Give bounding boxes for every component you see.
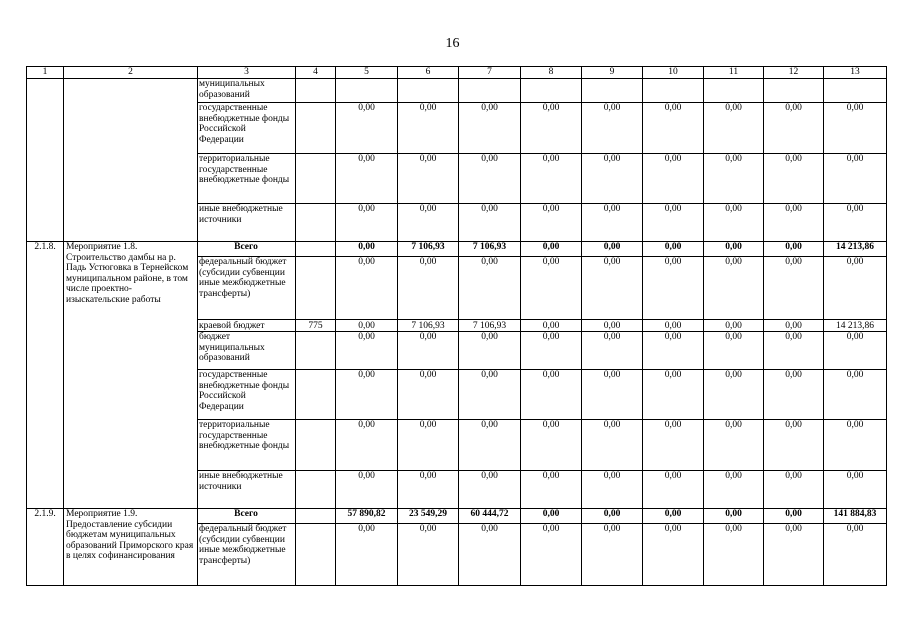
amount-cell: 0,00 <box>521 471 582 509</box>
amount-cell: 0,00 <box>582 420 643 471</box>
amount-cell: 0,00 <box>521 242 582 257</box>
column-header: 1 <box>27 67 64 79</box>
kbk-code <box>296 524 336 586</box>
amount-cell: 0,00 <box>704 154 764 204</box>
amount-cell: 0,00 <box>704 257 764 320</box>
amount-cell: 0,00 <box>459 257 521 320</box>
amount-cell: 0,00 <box>704 103 764 154</box>
amount-cell: 0,00 <box>582 471 643 509</box>
amount-cell: 0,00 <box>704 320 764 332</box>
amount-cell: 0,00 <box>824 154 887 204</box>
amount-cell: 0,00 <box>336 154 398 204</box>
column-header: 6 <box>398 67 459 79</box>
amount-cell: 0,00 <box>336 320 398 332</box>
amount-cell: 0,00 <box>398 332 459 370</box>
amount-cell: 0,00 <box>398 154 459 204</box>
funding-source: государственные внебюджетные фонды Российской Федерации <box>198 370 296 420</box>
amount-cell: 0,00 <box>764 242 824 257</box>
amount-cell: 0,00 <box>704 332 764 370</box>
amount-cell: 0,00 <box>643 471 704 509</box>
amount-cell: 0,00 <box>521 509 582 524</box>
funding-source: государственные внебюджетные фонды Российской Федерации <box>198 103 296 154</box>
amount-cell: 0,00 <box>521 103 582 154</box>
amount-cell: 0,00 <box>582 370 643 420</box>
amount-cell: 0,00 <box>704 471 764 509</box>
amount-cell: 0,00 <box>764 154 824 204</box>
amount-cell: 0,00 <box>398 204 459 242</box>
funding-source: Всего <box>198 509 296 524</box>
kbk-code <box>296 332 336 370</box>
amount-cell <box>582 79 643 103</box>
amount-cell: 0,00 <box>824 257 887 320</box>
amount-cell: 0,00 <box>459 103 521 154</box>
amount-cell: 7 106,93 <box>398 242 459 257</box>
amount-cell: 0,00 <box>582 257 643 320</box>
funding-source: территориальные государственные внебюджетные фонды <box>198 154 296 204</box>
amount-cell: 0,00 <box>764 524 824 586</box>
kbk-code <box>296 242 336 257</box>
amount-cell: 0,00 <box>521 524 582 586</box>
amount-cell: 0,00 <box>336 370 398 420</box>
amount-cell <box>521 79 582 103</box>
column-header: 12 <box>764 67 824 79</box>
column-header: 7 <box>459 67 521 79</box>
amount-cell <box>643 79 704 103</box>
kbk-code <box>296 204 336 242</box>
kbk-code <box>296 103 336 154</box>
amount-cell: 0,00 <box>582 524 643 586</box>
measure-code <box>27 79 64 242</box>
amount-cell: 0,00 <box>336 524 398 586</box>
amount-cell: 0,00 <box>582 103 643 154</box>
kbk-code <box>296 420 336 471</box>
amount-cell: 0,00 <box>336 103 398 154</box>
column-header: 9 <box>582 67 643 79</box>
amount-cell: 0,00 <box>643 420 704 471</box>
kbk-code <box>296 370 336 420</box>
kbk-code <box>296 509 336 524</box>
amount-cell: 0,00 <box>764 204 824 242</box>
amount-cell: 0,00 <box>336 332 398 370</box>
budget-table <box>26 66 887 586</box>
column-header: 13 <box>824 67 887 79</box>
amount-cell: 0,00 <box>704 509 764 524</box>
amount-cell <box>398 79 459 103</box>
amount-cell: 0,00 <box>764 370 824 420</box>
amount-cell: 0,00 <box>643 509 704 524</box>
amount-cell: 0,00 <box>643 154 704 204</box>
column-header: 11 <box>704 67 764 79</box>
table-header <box>27 67 887 79</box>
amount-cell: 0,00 <box>824 524 887 586</box>
amount-cell: 0,00 <box>521 320 582 332</box>
amount-cell: 0,00 <box>459 370 521 420</box>
amount-cell: 0,00 <box>764 320 824 332</box>
amount-cell: 0,00 <box>643 320 704 332</box>
amount-cell: 0,00 <box>521 332 582 370</box>
amount-cell: 0,00 <box>824 420 887 471</box>
amount-cell: 0,00 <box>582 154 643 204</box>
amount-cell: 0,00 <box>824 204 887 242</box>
amount-cell: 0,00 <box>643 524 704 586</box>
amount-cell <box>459 79 521 103</box>
amount-cell: 0,00 <box>336 420 398 471</box>
amount-cell: 0,00 <box>704 420 764 471</box>
amount-cell: 0,00 <box>521 420 582 471</box>
amount-cell: 7 106,93 <box>398 320 459 332</box>
amount-cell <box>824 79 887 103</box>
amount-cell: 0,00 <box>643 242 704 257</box>
measure-code: 2.1.9. <box>27 509 64 586</box>
amount-cell <box>704 79 764 103</box>
amount-cell: 0,00 <box>704 242 764 257</box>
amount-cell: 0,00 <box>582 509 643 524</box>
amount-cell: 0,00 <box>521 154 582 204</box>
amount-cell: 0,00 <box>398 420 459 471</box>
amount-cell: 60 444,72 <box>459 509 521 524</box>
table-body <box>27 79 887 586</box>
amount-cell: 0,00 <box>336 257 398 320</box>
amount-cell: 14 213,86 <box>824 242 887 257</box>
kbk-code <box>296 257 336 320</box>
amount-cell: 0,00 <box>336 471 398 509</box>
amount-cell: 7 106,93 <box>459 320 521 332</box>
amount-cell: 0,00 <box>582 242 643 257</box>
funding-source: федеральный бюджет (субсидии субвенции иные межбюджетные трансферты) <box>198 257 296 320</box>
amount-cell: 23 549,29 <box>398 509 459 524</box>
funding-source: территориальные государственные внебюджетные фонды <box>198 420 296 471</box>
funding-source: краевой бюджет <box>198 320 296 332</box>
measure-code: 2.1.8. <box>27 242 64 509</box>
kbk-code <box>296 471 336 509</box>
amount-cell: 0,00 <box>824 471 887 509</box>
amount-cell: 0,00 <box>336 204 398 242</box>
amount-cell: 0,00 <box>582 332 643 370</box>
amount-cell: 0,00 <box>459 154 521 204</box>
amount-cell: 0,00 <box>398 257 459 320</box>
table-row <box>27 79 887 103</box>
amount-cell <box>764 79 824 103</box>
page-number: 16 <box>445 36 460 51</box>
amount-cell: 0,00 <box>704 204 764 242</box>
amount-cell: 0,00 <box>643 257 704 320</box>
amount-cell: 0,00 <box>459 420 521 471</box>
amount-cell: 141 884,83 <box>824 509 887 524</box>
amount-cell: 0,00 <box>398 370 459 420</box>
amount-cell: 7 106,93 <box>459 242 521 257</box>
amount-cell: 0,00 <box>398 103 459 154</box>
amount-cell: 0,00 <box>582 204 643 242</box>
column-header: 4 <box>296 67 336 79</box>
amount-cell: 0,00 <box>764 257 824 320</box>
funding-source: бюджет муниципальных образований <box>198 332 296 370</box>
amount-cell: 0,00 <box>824 332 887 370</box>
amount-cell: 0,00 <box>764 332 824 370</box>
column-header: 5 <box>336 67 398 79</box>
table-row <box>27 242 887 257</box>
funding-source: федеральный бюджет (субсидии субвенции иные межбюджетные трансферты) <box>198 524 296 586</box>
amount-cell: 0,00 <box>643 103 704 154</box>
amount-cell: 0,00 <box>398 471 459 509</box>
amount-cell: 0,00 <box>764 420 824 471</box>
funding-source: Всего <box>198 242 296 257</box>
column-header: 3 <box>198 67 296 79</box>
funding-source: муниципальных образований <box>198 79 296 103</box>
column-header: 8 <box>521 67 582 79</box>
amount-cell: 0,00 <box>764 509 824 524</box>
amount-cell: 0,00 <box>824 103 887 154</box>
column-header: 2 <box>64 67 198 79</box>
amount-cell: 0,00 <box>459 524 521 586</box>
amount-cell: 0,00 <box>643 370 704 420</box>
amount-cell: 0,00 <box>521 257 582 320</box>
amount-cell: 14 213,86 <box>824 320 887 332</box>
table-row <box>27 509 887 524</box>
amount-cell: 0,00 <box>643 204 704 242</box>
kbk-code: 775 <box>296 320 336 332</box>
measure-name: Мероприятие 1.9. Предоставление субсидии бюджетам муниципальных образований Приморского края в целях софинансирования <box>64 509 198 586</box>
amount-cell: 0,00 <box>336 242 398 257</box>
amount-cell: 0,00 <box>704 524 764 586</box>
amount-cell: 0,00 <box>824 370 887 420</box>
measure-name <box>64 79 198 242</box>
amount-cell: 0,00 <box>764 103 824 154</box>
amount-cell: 0,00 <box>643 332 704 370</box>
amount-cell: 0,00 <box>704 370 764 420</box>
amount-cell: 0,00 <box>459 471 521 509</box>
amount-cell: 0,00 <box>521 370 582 420</box>
column-header: 10 <box>643 67 704 79</box>
amount-cell <box>336 79 398 103</box>
amount-cell: 0,00 <box>582 320 643 332</box>
amount-cell: 0,00 <box>459 332 521 370</box>
amount-cell: 0,00 <box>764 471 824 509</box>
measure-name: Мероприятие 1.8. Строительство дамбы на р. Падь Устюговка в Тернейском муниципальном районе, в том числе проектно-изыскательские работы <box>64 242 198 509</box>
amount-cell: 0,00 <box>459 204 521 242</box>
amount-cell: 57 890,82 <box>336 509 398 524</box>
kbk-code <box>296 79 336 103</box>
funding-source: иные внебюджетные источники <box>198 204 296 242</box>
amount-cell: 0,00 <box>521 204 582 242</box>
kbk-code <box>296 154 336 204</box>
amount-cell: 0,00 <box>398 524 459 586</box>
funding-source: иные внебюджетные источники <box>198 471 296 509</box>
